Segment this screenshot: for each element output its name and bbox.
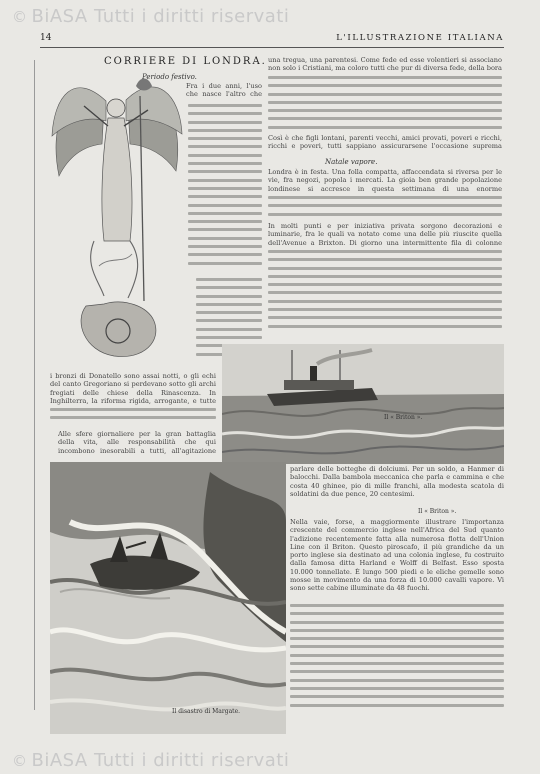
dateline-natale: Natale vapore.	[325, 158, 378, 166]
paragraph-londra-in-festa: Londra è in festa. Una folla compatta, affaccendata si riversa per le vie, fra negozi, popola i mercati. La gioia ben grande popolazione londinese si accresce in questa settimana di una enorme	[268, 168, 502, 193]
watermark-bottom: © BiASA Tutti i diritti riservati	[12, 750, 290, 771]
paragraph-bronzi: i bronzi di Donatello sono assai notti, o gli echi del canto Gregoriano si perdevano sotto gli archi fregiati delle chiese della Rinascenza. In Inghilterra, la riforma rigida, arrogante, e tutte	[50, 372, 216, 405]
copyright-icon: ©	[12, 752, 28, 770]
paragraph-union-line: Nella vaie, forse, a maggiormente illustrare l'importanza crescente del commercio inglese nell'Africa del Sud quanto l'adizione recentemente fatta alla numerosa flotta dell'Union Line con il Briton. Questo piroscafo, il più grandiche da un porto inglese sia destinato ad una colonia inglese, fu costruito dalla famosa ditta Harland e Wolff di Belfast. Esso sposta 10.000 tonnellate. È lungo 500 piedi e le eliche gemelle sono mosse in movimento da una forza di 10.000 cavalli vapore. Vi sono sette cabine illuminate da 48 fuochi.	[290, 518, 504, 593]
caption-ship: Il « Briton ».	[384, 414, 423, 421]
paragraph-tregua: una tregua, una parentesi. Come fede ed esse volentieri si associano non solo i Cristiani, ma coloro tutti che pur di diversa fede, della bora	[268, 56, 502, 73]
storm-margate-illustration	[50, 462, 286, 734]
margin-rule	[34, 60, 35, 710]
paragraph-intro: Fra i due anni, l'uso che nasce l'altro che	[186, 82, 262, 99]
paragraph-botteghe: parlare delle botteghe di dolciumi. Per un soldo, a Hanmer di balocchi. Dalla bambola meccanica che parla e cammina e che costa 40 ghinee, pio di mille franchi, alla modesta scatola di soldatini da due pence, 20 centesimi.	[290, 465, 504, 498]
watermark-top: © BiASA Tutti i diritti riservati	[12, 6, 290, 27]
text-block-right-lower	[290, 604, 504, 716]
caption-storm: Il disastro di Margate.	[172, 708, 241, 715]
text-block-right-2	[268, 196, 502, 220]
angel-illustration	[44, 66, 190, 366]
page-header	[40, 33, 504, 48]
paragraph-luminarie: In molti punti e per iniziativa privata sorgono decorazioni e luminarie, fra le quali va notato come una delle più riuscite quella dell'Avenue a Brixton. Di giorno una intermittente fila di colonne	[268, 222, 502, 247]
text-block-left-upper	[188, 104, 262, 274]
ship-briton-illustration	[222, 344, 504, 464]
text-block-right-1	[268, 76, 502, 134]
publication-title: L'ILLUSTRAZIONE ITALIANA	[336, 33, 504, 43]
paragraph-focolare: Così è che figli lontani, parenti vecchi, amici provati, poveri e ricchi, ricchi e poveri, tutti sappiano assicurarsene l'occasione suprema	[268, 134, 502, 151]
dateline-periodo-festivo: Periodo festivo.	[142, 73, 197, 81]
column-title: CORRIERE DI LONDRA.	[104, 56, 267, 67]
page-number: 14	[40, 33, 52, 43]
text-block-left-lower	[50, 408, 216, 428]
caption-ship-short: Il « Briton ».	[418, 508, 457, 515]
copyright-icon: ©	[12, 8, 28, 26]
text-block-right-3	[268, 250, 502, 340]
paragraph-sfere: Alle sfere giornaliere per la gran battaglia della vita, alle responsabilità che qui incombono inesorabili a tutti, all'agitazione	[58, 430, 216, 455]
